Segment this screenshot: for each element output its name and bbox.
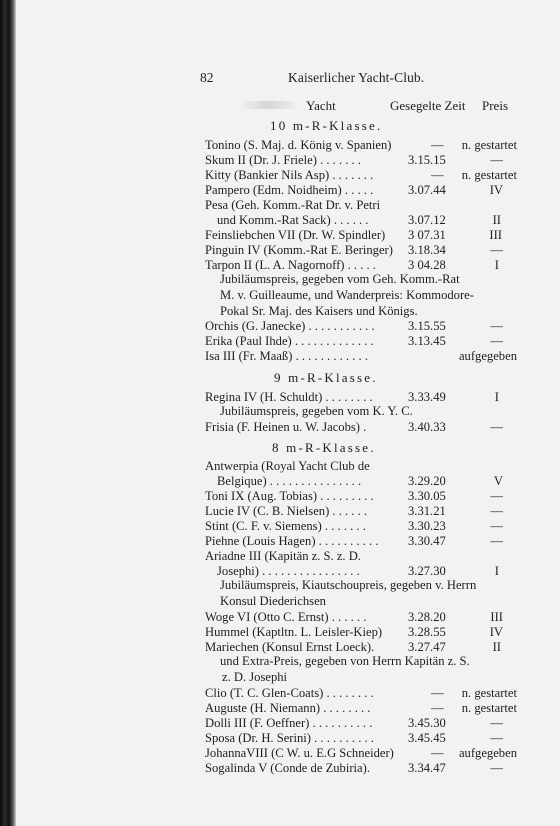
book-spine-shadow [0, 0, 16, 826]
result-row [205, 609, 517, 625]
result-row [205, 197, 517, 213]
prize: n. gestartet [461, 686, 517, 700]
yacht-entry: Tonino (S. Maj. d. König v. Spanien) [205, 138, 392, 152]
prize: — [490, 319, 503, 333]
prize: I [494, 390, 499, 404]
prize: — [490, 519, 503, 533]
prize: — [490, 243, 503, 257]
sailed-time: 3.30.23 [408, 519, 446, 533]
yacht-entry: Piehne (Louis Hagen) . . . . . . . . . . [205, 534, 379, 548]
prize: I [494, 564, 499, 578]
sailed-time: 3.29.20 [408, 474, 446, 488]
sailed-time: 3.27.47 [408, 640, 446, 654]
prize: aufgegeben [458, 746, 517, 760]
yacht-entry: Dolli III (F. Oeffner) . . . . . . . . . . [205, 716, 373, 730]
prize: III [490, 610, 503, 624]
prize: aufgegeben [458, 349, 517, 363]
prize: III [489, 228, 502, 242]
yacht-entry: Toni IX (Aug. Tobias) . . . . . . . . . [205, 489, 374, 503]
ink-smudge [238, 101, 300, 109]
prize: — [490, 504, 503, 518]
yacht-entry: Josephi) . . . . . . . . . . . . . . . . [217, 564, 360, 578]
prize: IV [489, 183, 503, 197]
yacht-entry: Stint (C. F. v. Siemens) . . . . . . . [205, 519, 366, 533]
prize-note-line: z. D. Josephi [222, 670, 288, 684]
prize-note-line: und Extra-Preis, gegeben von Herrn Kapitän z. S. [220, 654, 470, 668]
yacht-entry: Mariechen (Konsul Ernst Loeck). [205, 640, 375, 654]
sailed-time: 3.45.45 [408, 731, 446, 745]
column-header-yacht: Yacht [306, 98, 336, 113]
sailed-time: 3.15.55 [408, 319, 446, 333]
sailed-time: — [431, 138, 444, 152]
result-row [205, 152, 517, 168]
prize: V [493, 474, 503, 488]
sailed-time: 3 04.28 [408, 258, 446, 272]
result-row [205, 137, 517, 153]
sailed-time: 3.28.20 [408, 610, 446, 624]
prize: — [490, 716, 503, 730]
column-header-preis: Preis [482, 98, 508, 113]
prize: — [490, 731, 503, 745]
sailed-time: 3.30.47 [408, 534, 446, 548]
section-title-8m: 8 m-R-Klasse. [272, 440, 376, 455]
yacht-entry: Antwerpia (Royal Yacht Club de [205, 459, 370, 473]
result-row [205, 458, 517, 474]
yacht-entry: Woge VI (Otto C. Ernst) . . . . . . [205, 610, 367, 624]
prize-note-line: Jubiläumspreis, gegeben vom Geh. Komm.-Rat [220, 272, 460, 286]
result-row [205, 548, 517, 564]
document-page [16, 0, 560, 826]
page-number: 82 [200, 70, 214, 85]
prize: I [494, 258, 499, 272]
sailed-time: 3.40.33 [408, 420, 446, 434]
result-row [205, 518, 517, 534]
sailed-time: 3.31.21 [408, 504, 446, 518]
yacht-entry: Orchis (G. Janecke) . . . . . . . . . . . [205, 319, 375, 333]
sailed-time: 3.27.30 [408, 564, 446, 578]
yacht-entry: Ariadne III (Kapitän z. S. z. D. [205, 549, 361, 563]
yacht-entry: Regina IV (H. Schuldt) . . . . . . . . [205, 390, 373, 404]
result-row [205, 503, 517, 519]
sailed-time: 3.34.47 [408, 761, 446, 775]
prize: — [490, 153, 503, 167]
yacht-entry: Sogalinda V (Conde de Zubiria). [205, 761, 370, 775]
prize: — [490, 420, 503, 434]
prize-note-line: Jubiläumspreis, Kiautschoupreis, gegeben v. Herrn [220, 578, 477, 592]
yacht-entry: Isa III (Fr. Maaß) . . . . . . . . . . . . [205, 349, 368, 363]
sailed-time: 3.15.15 [408, 153, 446, 167]
sailed-time: 3.33.49 [408, 390, 446, 404]
yacht-entry: Hummel (Kaptltn. L. Leisler-Kiep) [205, 625, 383, 639]
prize: — [490, 489, 503, 503]
yacht-entry: Erika (Paul Ihde) . . . . . . . . . . . . . [205, 334, 374, 348]
sailed-time: 3.18.34 [408, 243, 446, 257]
result-row [205, 212, 517, 228]
prize: — [490, 334, 503, 348]
yacht-entry: Auguste (H. Niemann) . . . . . . . . [205, 701, 371, 715]
yacht-entry: Lucie IV (C. B. Nielsen) . . . . . . [205, 504, 368, 518]
prize: — [490, 761, 503, 775]
sailed-time: 3.13.45 [408, 334, 446, 348]
yacht-entry: Pesa (Geh. Komm.-Rat Dr. v. Petri [205, 198, 381, 212]
yacht-entry: Pampero (Edm. Noidheim) . . . . . [205, 183, 374, 197]
prize: n. gestartet [461, 138, 517, 152]
section-title-10m: 10 m-R-Klasse. [270, 118, 383, 133]
running-title: Kaiserlicher Yacht-Club. [288, 70, 425, 85]
yacht-entry: Clio (T. C. Glen-Coats) . . . . . . . . [205, 686, 374, 700]
yacht-entry: Frisia (F. Heinen u. W. Jacobs) . [205, 420, 367, 434]
result-row [205, 624, 517, 640]
result-row [205, 685, 517, 701]
result-row [205, 419, 517, 435]
sailed-time: — [431, 701, 444, 715]
result-row [205, 318, 517, 334]
yacht-entry: JohannaVIII (C W. u. E.G Schneider) [205, 746, 394, 760]
yacht-entry: Belgique) . . . . . . . . . . . . . . . [217, 474, 362, 488]
result-row [205, 533, 517, 549]
prize: n. gestartet [461, 168, 517, 182]
sailed-time: 3.45.30 [408, 716, 446, 730]
result-row [205, 227, 517, 243]
result-row [205, 730, 517, 746]
yacht-entry: Skum II (Dr. J. Friele) . . . . . . . [205, 153, 362, 167]
prize: — [490, 534, 503, 548]
result-row [205, 700, 517, 716]
prize-note-line: Konsul Diederichsen [220, 594, 326, 608]
sailed-time: — [431, 746, 444, 760]
result-row [205, 348, 517, 364]
sailed-time: 3.07.12 [408, 213, 446, 227]
result-row [205, 760, 517, 776]
sailed-time: 3 07.31 [408, 228, 446, 242]
yacht-entry: und Komm.-Rat Sack) . . . . . . [217, 213, 369, 227]
yacht-entry: Tarpon II (L. A. Nagornoff) . . . . . [205, 258, 376, 272]
sailed-time: — [431, 686, 444, 700]
prize-note-line: Jubiläumspreis, gegeben vom K. Y. C. [220, 404, 413, 418]
sailed-time: — [431, 168, 444, 182]
yacht-entry: Feinsliebchen VII (Dr. W. Spindler) [205, 228, 386, 242]
prize: II [492, 640, 501, 654]
prize: n. gestartet [461, 701, 517, 715]
yacht-entry: Sposa (Dr. H. Serini) . . . . . . . . . . [205, 731, 374, 745]
sailed-time: 3.07.44 [408, 183, 446, 197]
column-header-gesegelte-zeit: Gesegelte Zeit [390, 98, 466, 113]
prize: II [492, 213, 501, 227]
section-title-9m: 9 m-R-Klasse. [274, 370, 378, 385]
yacht-entry: Pinguin IV (Komm.-Rat E. Beringer) [205, 243, 393, 257]
result-row [205, 488, 517, 504]
sailed-time: 3.28.55 [408, 625, 446, 639]
result-row [205, 182, 517, 198]
result-row [205, 473, 517, 489]
prize-note-line: M. v. Guilleaume, und Wanderpreis: Kommodore- [220, 288, 474, 302]
prize: IV [489, 625, 503, 639]
prize-note-line: Pokal Sr. Maj. des Kaisers und Königs. [220, 304, 418, 318]
result-row [205, 333, 517, 349]
result-row [205, 242, 517, 258]
sailed-time: 3.30.05 [408, 489, 446, 503]
yacht-entry: Kitty (Bankier Nils Asp) . . . . . . . [205, 168, 374, 182]
result-row [205, 167, 517, 183]
result-row [205, 745, 517, 761]
result-row [205, 715, 517, 731]
